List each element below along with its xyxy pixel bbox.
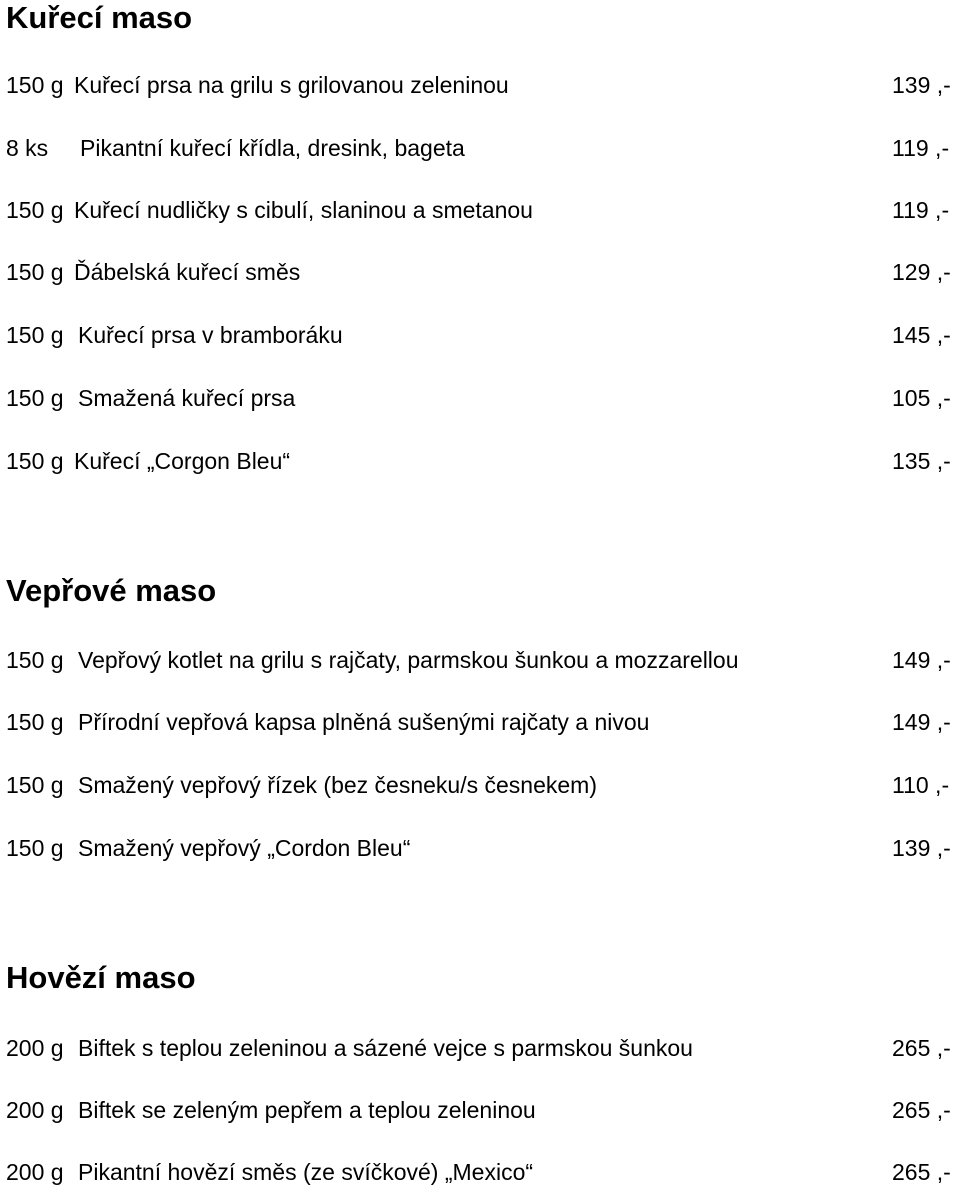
item-quantity: 150 g bbox=[6, 448, 64, 474]
menu-item bbox=[6, 195, 960, 225]
item-name: Smažená kuřecí prsa bbox=[78, 385, 296, 411]
item-price: 145 ,- bbox=[892, 322, 951, 348]
item-price: 265 ,- bbox=[892, 1159, 951, 1185]
item-name: Smažený vepřový řízek (bez česneku/s česnekem) bbox=[78, 772, 597, 798]
item-name: Smažený vepřový „Cordon Bleu“ bbox=[78, 835, 411, 861]
item-name: Pikantní hovězí směs (ze svíčkové) „Mexico“ bbox=[78, 1159, 534, 1185]
menu-item bbox=[6, 1157, 960, 1187]
item-quantity: 150 g bbox=[6, 385, 64, 411]
item-price: 129 ,- bbox=[892, 259, 951, 285]
item-quantity: 150 g bbox=[6, 772, 64, 798]
item-quantity: 150 g bbox=[6, 709, 64, 735]
menu-item bbox=[6, 383, 960, 413]
item-price: 149 ,- bbox=[892, 709, 951, 735]
item-quantity: 150 g bbox=[6, 835, 64, 861]
item-price: 119 ,- bbox=[892, 135, 950, 161]
item-price: 265 ,- bbox=[892, 1035, 951, 1061]
item-name: Ďábelská kuřecí směs bbox=[74, 259, 301, 285]
item-quantity: 8 ks bbox=[6, 135, 49, 161]
menu-item bbox=[6, 446, 960, 476]
item-quantity: 150 g bbox=[6, 197, 64, 223]
item-price: 110 ,- bbox=[892, 772, 950, 798]
item-quantity: 150 g bbox=[6, 72, 64, 98]
item-name: Pikantní kuřecí křídla, dresink, bageta bbox=[80, 135, 465, 161]
menu-item bbox=[6, 257, 960, 287]
item-quantity: 200 g bbox=[6, 1035, 64, 1061]
item-name: Přírodní vepřová kapsa plněná sušenými rajčaty a nivou bbox=[78, 709, 650, 735]
menu-item bbox=[6, 707, 960, 737]
item-name: Biftek se zeleným pepřem a teplou zeleninou bbox=[78, 1097, 536, 1123]
item-price: 135 ,- bbox=[892, 448, 951, 474]
item-quantity: 150 g bbox=[6, 259, 64, 285]
menu-item bbox=[6, 833, 960, 863]
menu-item bbox=[6, 70, 960, 100]
menu-item bbox=[6, 645, 960, 675]
item-price: 105 ,- bbox=[892, 385, 951, 411]
item-price: 119 ,- bbox=[892, 197, 950, 223]
section-title-chicken: Kuřecí maso bbox=[6, 0, 193, 35]
item-name: Kuřecí „Corgon Bleu“ bbox=[74, 448, 291, 474]
item-quantity: 150 g bbox=[6, 322, 64, 348]
item-quantity: 150 g bbox=[6, 647, 64, 673]
item-name: Biftek s teplou zeleninou a sázené vejce s parmskou šunkou bbox=[78, 1035, 693, 1061]
item-name: Kuřecí prsa v bramboráku bbox=[78, 322, 343, 348]
menu-item bbox=[6, 1033, 960, 1063]
section-title-pork: Vepřové maso bbox=[6, 573, 217, 608]
section-title-beef: Hovězí maso bbox=[6, 960, 196, 995]
menu-item bbox=[6, 133, 960, 163]
item-name: Kuřecí prsa na grilu s grilovanou zeleninou bbox=[74, 72, 509, 98]
menu-item bbox=[6, 1095, 960, 1125]
item-price: 139 ,- bbox=[892, 72, 951, 98]
item-price: 265 ,- bbox=[892, 1097, 951, 1123]
item-price: 149 ,- bbox=[892, 647, 951, 673]
menu-item bbox=[6, 320, 960, 350]
item-name: Vepřový kotlet na grilu s rajčaty, parmskou šunkou a mozzarellou bbox=[78, 647, 739, 673]
menu-item bbox=[6, 770, 960, 800]
item-quantity: 200 g bbox=[6, 1097, 64, 1123]
item-name: Kuřecí nudličky s cibulí, slaninou a smetanou bbox=[74, 197, 533, 223]
item-quantity: 200 g bbox=[6, 1159, 64, 1185]
item-price: 139 ,- bbox=[892, 835, 951, 861]
